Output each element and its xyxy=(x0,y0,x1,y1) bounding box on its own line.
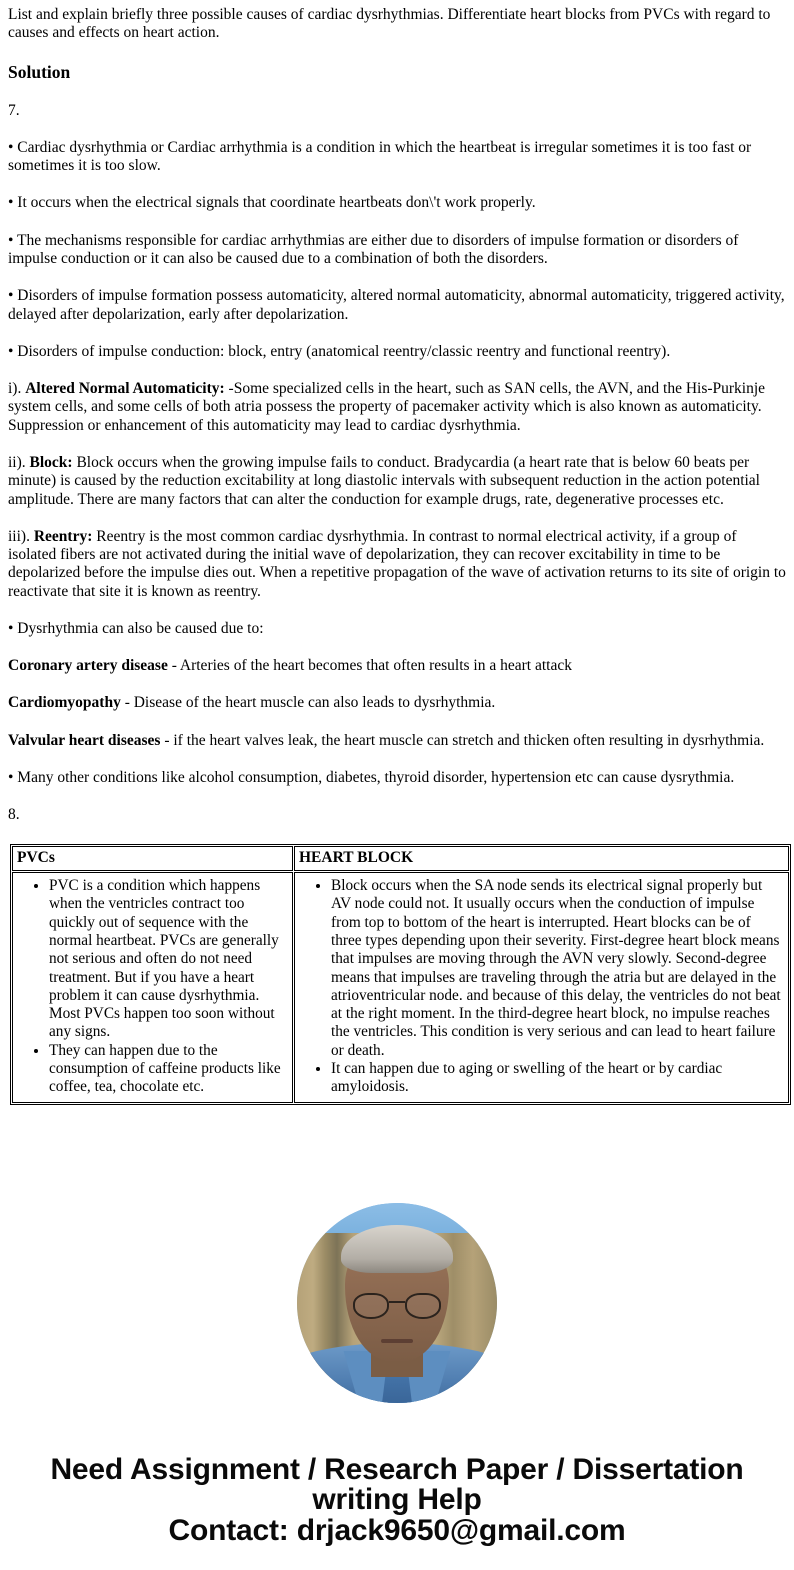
pvcs-list-wrapper xyxy=(13,877,292,1096)
avatar-glasses-bridge xyxy=(389,1301,405,1303)
avatar-lens-right xyxy=(405,1293,441,1319)
cause-valvular-heart-diseases xyxy=(8,732,786,750)
table-row-content xyxy=(12,872,789,1103)
list-item: • They can happen due to the consumption of caffeine products like coffee, tea, chocolate etc. xyxy=(49,1042,292,1097)
cause-term: Coronary artery disease xyxy=(8,657,168,675)
pvc-vs-heart-block-table xyxy=(10,844,791,1106)
mechanism-body: Reentry is the most common cardiac dysrhythmia. In contrast to normal electrical activity, if a group of isolated fibers are not activated during the initial wave of depolarization, they can recover excitability in time to be depolarized before the impulse dies out. When a repetitive propagation of the wave of activation returns to its site of origin to reactivate that site it is known as reentry. xyxy=(8,527,786,600)
mechanism-term: Block: xyxy=(29,453,73,471)
promo-footer xyxy=(8,1455,786,1570)
bullet-impulse-conduction: • Disorders of impulse conduction: block, entry (anatomical reentry/classic reentry and functional reentry). xyxy=(8,342,671,360)
bullet-mechanisms: • The mechanisms responsible for cardiac arrhythmias are either due to disorders of impulse formation or disorders of impulse conduction or it can also be caused due to a combination of both the disorders. xyxy=(8,231,739,267)
other-conditions: • Many other conditions like alcohol consumption, diabetes, thyroid disorder, hypertension etc can cause dysrythmia. xyxy=(8,769,735,787)
heart-block-list xyxy=(295,877,788,1096)
bullet-definition: • Cardiac dysrhythmia or Cardiac arrhythmia is a condition in which the heartbeat is irregular sometimes it is too fast or sometimes it is too slow. xyxy=(8,138,752,175)
question-text: List and explain briefly three possible causes of cardiac dysrhythmias. Differentiate heart blocks from PVCs with regard to causes and effects on heart action. xyxy=(8,6,771,42)
list-item: • It can happen due to aging or swelling of the heart or by cardiac amyloidosis. xyxy=(331,1060,788,1097)
document-page xyxy=(0,6,794,1570)
column-header-heart-block: HEART BLOCK xyxy=(299,848,414,866)
solution-heading: Solution xyxy=(8,61,71,82)
bullet-impulse-formation: • Disorders of impulse formation possess automaticity, altered normal automaticity, abnormal automaticity, triggered activity, delayed after depolarization, early after depolarization. xyxy=(8,287,785,323)
cause-term: Valvular heart diseases xyxy=(8,731,161,749)
mechanism-block xyxy=(8,454,786,509)
table-header-cell-pvcs xyxy=(12,846,293,872)
cause-coronary-artery-disease xyxy=(8,657,786,675)
table-body-cell-heart-block xyxy=(294,872,789,1103)
avatar-lens-left xyxy=(353,1293,389,1319)
column-header-pvcs: PVCs xyxy=(17,848,55,866)
avatar-mouth xyxy=(381,1339,413,1343)
mechanism-term: Reentry: xyxy=(33,527,93,545)
list-item: • PVC is a condition which happens when the ventricles contract too quickly out of sequence with the normal heartbeat. PVCs are generally not serious and often do not need treatment. But if you have a heart problem it can cause dysrhythmia. Most PVCs happen too soon without any signs. xyxy=(49,877,292,1041)
answer-number-8: 8. xyxy=(8,806,20,824)
mechanism-reentry xyxy=(8,528,786,601)
mechanism-marker: i). xyxy=(8,380,26,398)
answer-number-7: 7. xyxy=(8,101,20,119)
avatar xyxy=(297,1203,497,1403)
cause-body: - Disease of the heart muscle can also leads to dysrhythmia. xyxy=(120,694,496,712)
cause-body: - Arteries of the heart becomes that often results in a heart attack xyxy=(167,657,572,675)
table-body-cell-pvcs xyxy=(12,872,293,1103)
bullet-electrical-signals: • It occurs when the electrical signals that coordinate heartbeats don\'t work properly. xyxy=(8,194,536,212)
mechanism-marker: iii). xyxy=(8,527,34,545)
avatar-container xyxy=(8,1203,786,1403)
avatar-glasses xyxy=(353,1293,441,1319)
mechanism-body: -Some specialized cells in the heart, such as SAN cells, the AVN, and the His-Purkinje system cells, and some cells of both atria possess the property of pacemaker activity which is also known as automaticity. Suppression or enhancement of this automaticity may lead to cardiac dysrhythmia. xyxy=(8,380,766,434)
cause-body: - if the heart valves leak, the heart muscle can stretch and thicken often resulting in dysrhythmia. xyxy=(160,731,765,749)
mechanism-altered-normal-automaticity xyxy=(8,380,786,435)
cause-term: Cardiomyopathy xyxy=(8,694,121,712)
mechanism-body: Block occurs when the growing impulse fails to conduct. Bradycardia (a heart rate that is below 60 beats per minute) is caused by the reduction excitability at long diastolic intervals with subsequent reduction in the action potential amplitude. There are many factors that can alter the conduction for example drugs, rate, degenerative processes etc. xyxy=(8,453,760,508)
mechanism-term: Altered Normal Automaticity: xyxy=(25,380,225,398)
promo-line-2: Contact: drjack9650@gmail.com xyxy=(168,1514,626,1548)
causes-intro: • Dysrhythmia can also be caused due to: xyxy=(8,619,264,637)
list-item: • Block occurs when the SA node sends its electrical signal properly but AV node could not. It usually occurs when the conduction of impulse from top to bottom of the heart is interrupted. Heart blocks can be of three types depending upon their severity. First-degree heart block means that impulses are moving through the AVN very slowly. Second-degree means that impulses are traveling through the atria but are delayed in the atrioventricular node. and because of this delay, the ventricles do not beat at the right moment. In the third-degree heart block, no impulse reaches the ventricles. This condition is very serious and can lead to heart failure or death. xyxy=(331,877,788,1060)
table-header-cell-heart-block xyxy=(294,846,789,872)
cause-cardiomyopathy xyxy=(8,694,786,712)
table-row-headers xyxy=(12,846,789,872)
mechanism-marker: ii). xyxy=(8,453,30,471)
promo-line-1: Need Assignment / Research Paper / Dissertation writing Help xyxy=(50,1453,744,1517)
heart-block-list-wrapper xyxy=(295,877,788,1096)
pvcs-list xyxy=(13,877,292,1096)
